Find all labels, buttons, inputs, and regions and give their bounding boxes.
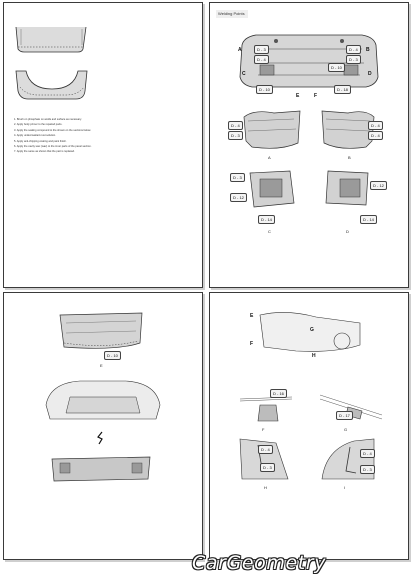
weld-callout: D - 12 [230, 193, 247, 202]
view-letter: H [312, 353, 316, 359]
section-label: C [268, 229, 271, 234]
weld-callout: D - 14 [360, 215, 377, 224]
weld-callout: D - 4 [368, 121, 383, 130]
weld-callout: D - 10 [104, 351, 121, 360]
instruction-line: 6. Apply the cavity wax (wax) to the inner parts of the panel section. [14, 145, 92, 149]
panel-sketch-upper [12, 23, 92, 55]
weld-callout: D - 3 [228, 131, 243, 140]
view-letter: A [238, 47, 242, 53]
weld-callout: D - 4 [360, 449, 375, 458]
instruction-line: 3. Apply the sealing compound to the shown on the sections below. [14, 128, 91, 132]
manual-page-4 [209, 292, 409, 560]
view-letter: E [250, 313, 254, 319]
weld-callout: D - 3 [230, 173, 245, 182]
weld-callout: D - 10 [256, 85, 273, 94]
instruction-line: 4. Apply undercoat/anti-rust solution. [14, 134, 56, 138]
view-letter: F [314, 93, 318, 99]
rear-body-diagram [40, 375, 166, 425]
manual-page-3 [3, 292, 203, 560]
section-g-diagram [318, 391, 384, 427]
weld-callout: D - 4 [228, 121, 243, 130]
section-label: A [268, 155, 271, 160]
weld-callout: D - 4 [346, 45, 361, 54]
instruction-line: 1. Brush on phosphate on welds and surface as necessary. [14, 118, 82, 121]
section-i-diagram [316, 435, 378, 483]
weld-callout: D - 4 [254, 55, 269, 64]
repair-instructions [14, 117, 134, 155]
section-d-diagram [322, 167, 374, 211]
view-letter: C [242, 71, 246, 77]
view-letter: E [296, 93, 300, 99]
cargeometry-logo: CarGeometry [192, 552, 327, 574]
panel-sketch-lower [12, 67, 92, 103]
weld-callout: D - 10 [328, 63, 345, 72]
weld-callout: D - 4 [368, 131, 383, 140]
weld-callout: D - 3 [254, 45, 269, 54]
instruction-line: 2. Apply body primer to the repaired parts. [14, 123, 63, 127]
section-label: E [100, 363, 103, 368]
manual-page-2 [209, 2, 409, 288]
floor-panel-diagram [56, 309, 146, 353]
manual-page-1 [3, 2, 203, 288]
weld-callout: D - 14 [258, 215, 275, 224]
section-a-diagram [240, 107, 304, 153]
section-label: B [348, 155, 351, 160]
section-b-diagram [318, 107, 378, 153]
arrow-icon [96, 431, 106, 445]
section-h-diagram [236, 435, 296, 483]
weld-callout: D - 3 [260, 463, 275, 472]
weld-callout: D - 17 [336, 411, 353, 420]
page-title: Welding Points [216, 10, 248, 18]
section-label: D [346, 229, 349, 234]
view-letter: G [310, 327, 314, 333]
instruction-line: 7. Apply the same as shown that the part is replaced. [14, 150, 75, 154]
rear-panel-detail-diagram [48, 451, 154, 485]
weld-callout: D - 3 [360, 465, 375, 474]
section-label: F [262, 427, 265, 432]
section-label: I [344, 485, 346, 490]
view-letter: F [250, 341, 254, 347]
section-c-diagram [246, 167, 298, 211]
weld-callout: D - 4 [258, 445, 273, 454]
weld-callout: D - 3 [346, 55, 361, 64]
section-label: G [344, 427, 348, 432]
weld-callout: D - 18 [334, 85, 351, 94]
view-letter: B [366, 47, 370, 53]
section-f-diagram [238, 393, 294, 427]
weld-callout: D - 16 [270, 389, 287, 398]
instruction-line: 5. Apply anti-chipping coating and paint finish. [14, 139, 67, 143]
weld-callout: D - 12 [370, 181, 387, 190]
view-letter: D [368, 71, 372, 77]
section-label: H [264, 485, 267, 490]
